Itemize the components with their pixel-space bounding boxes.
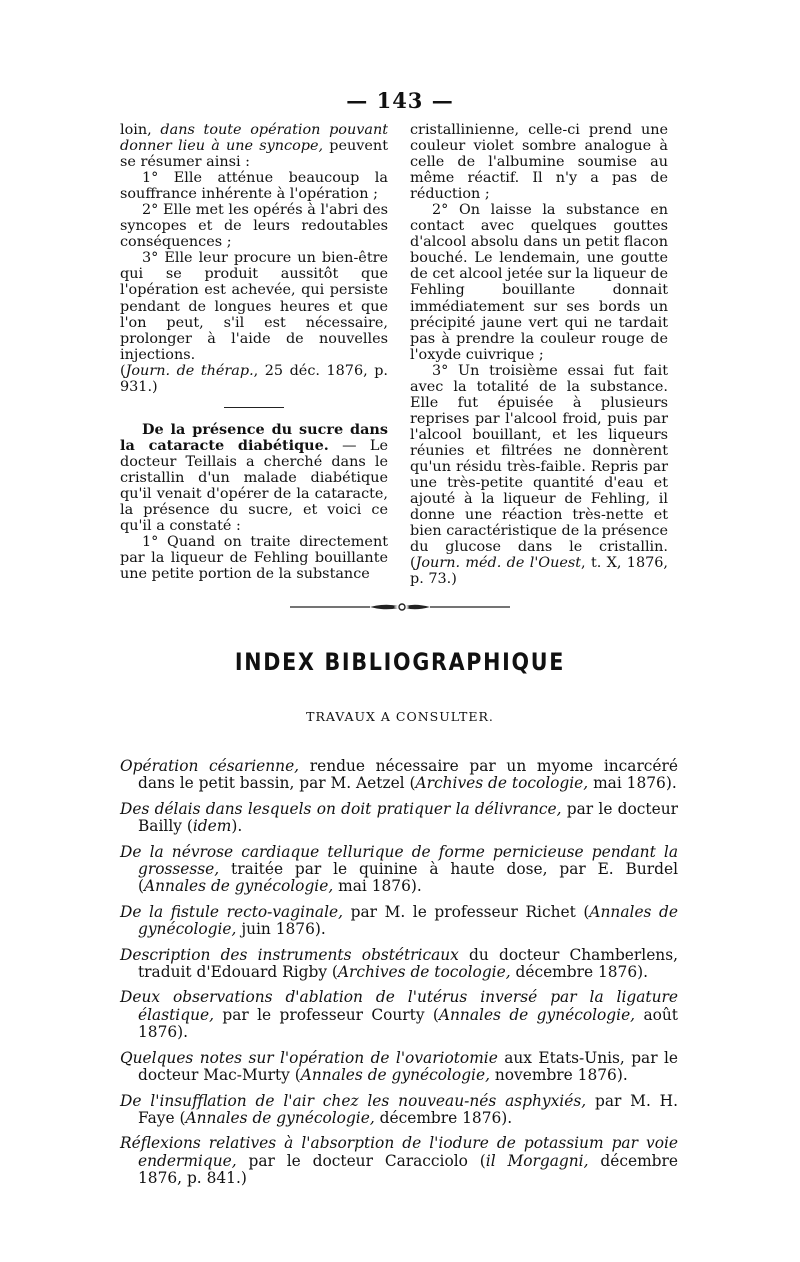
point-3: 3° Elle leur procure un bien-être qui se produit aussitôt que l'opération est achevée, qui persiste pendant de longues heures et que l'on peut, s'il est nécessaire, prolonger à l'aide de nouvelles injections. [120, 250, 388, 363]
right-paragraph-2: 2° On laisse la substance en contact avec quelques gouttes d'alcool absolu dans un petit flacon bouché. Le lendemain, une goutte de cet alcool jetée sur la liqueur de Fehling bouillante donnait immédiatement sur ses bords un précipité jaune vert qui ne tardait pas à prendre la couleur rouge de l'oxyde cuivrique ; [410, 202, 668, 363]
intro-paragraph [120, 122, 388, 170]
italic-run: De la névrose cardiaque tellurique de forme pernicieuse pendant la grossesse, [120, 842, 678, 879]
right-paragraph-3 [410, 363, 668, 588]
article-paragraph [120, 422, 388, 534]
text-run: août 1876). [138, 1005, 678, 1042]
right-column [410, 122, 668, 587]
italic-run: Quelques notes sur l'opération de l'ovariotomie [120, 1048, 498, 1067]
italic-run: Annales de gynécologie, [144, 877, 334, 896]
text-run: par le docteur Bailly ( [138, 799, 678, 836]
point-2: 2° Elle met les opérés à l'abri des syncopes et de leurs redoutables conséquences ; [120, 202, 388, 251]
italic-run: Annales de gynécologie, [300, 1066, 490, 1085]
italic-run: Annales de gynécologie, [438, 1005, 636, 1024]
text-run: par M. H. Faye ( [138, 1091, 678, 1127]
text-run: du docteur Chamberlens, traduit d'Edouard Rigby ( [138, 945, 678, 982]
text-run: par M. le professeur Richet ( [343, 902, 590, 921]
italic-run: Réflexions relatives à l'absorption de l'iodure de potassium par voie endermique, [120, 1134, 678, 1170]
separator-rule [224, 407, 284, 408]
text-run: décembre 1876, p. 841.) [138, 1151, 678, 1188]
italic-run: idem [192, 817, 232, 836]
italic-run: Archives de tocologie, [415, 774, 589, 793]
article-title: De la présence du sucre dans la cataracte diabétique. [120, 420, 388, 454]
text-run: mai 1876). [588, 774, 677, 793]
text-run: juin 1876). [236, 920, 326, 939]
italic-run: De l'insufflation de l'air chez les nouveau-nés asphyxiés, [120, 1091, 587, 1110]
bibliography-list [120, 758, 678, 1196]
text-run: loin, [120, 122, 161, 138]
bibliography-entry [120, 1093, 678, 1128]
text-run: décembre 1876). [510, 963, 649, 982]
bibliography-entry [120, 904, 678, 939]
text-run: par le professeur Courty ( [213, 1005, 439, 1024]
ornament-divider [290, 600, 510, 614]
italic-run: Journ. de thérap. [125, 362, 254, 379]
point-1: 1° Elle atténue beaucoup la souffrance inhérente à l'opération ; [120, 170, 388, 203]
text-run: novembre 1876). [489, 1066, 628, 1085]
index-title: INDEX BIBLIOGRAPHIQUE [234, 648, 566, 676]
bibliography-entry [120, 844, 678, 896]
italic-run: Annales de gynécologie, [185, 1108, 375, 1127]
article-text: — Le docteur Teillais a cherché dans le cristallin d'un malade diabétique qu'il venait d'opérer de la cataracte, la présence du sucre, et voici ce qu'il a constaté : [120, 437, 388, 535]
text-run: rendue nécessaire par un myome incarcéré dans le petit bassin, par M. Aetzel ( [138, 757, 679, 793]
right-paragraph-1: cristallinienne, celle-ci prend une couleur violet sombre analogue à celle de l'albumine soumise au même réactif. Il n'y a pas de réduction ; [410, 122, 668, 203]
italic-run: Annales de gynécologie, [138, 902, 678, 939]
italic-run: Opération césarienne, [120, 757, 300, 775]
italic-run: Deux observations d'ablation de l'utérus inversé par la ligature élastique, [120, 988, 678, 1024]
bibliography-entry [120, 801, 678, 836]
italic-run: Archives de tocologie, [337, 963, 511, 982]
bibliography-entry [120, 1135, 678, 1187]
italic-run: Des délais dans lesquels on doit pratiquer la délivrance, [120, 799, 562, 818]
italic-run: dans toute opération pouvant donner lieu à une syncope, [120, 122, 388, 155]
italic-run: il Morgagni, [485, 1151, 589, 1170]
text-run: peuvent se résumer ainsi : [120, 138, 388, 171]
section-subtitle: TRAVAUX A CONSULTER. [306, 709, 494, 724]
text-run: , t. X, 1876, p. 73.) [410, 555, 668, 588]
text-run: par le docteur Caracciolo ( [236, 1151, 486, 1170]
bibliography-entry [120, 989, 678, 1041]
text-run: ). [231, 817, 243, 836]
bibliography-entry [120, 758, 678, 793]
text-run: traitée par le quinine à haute dose, par E. Burdel ( [138, 860, 678, 896]
left-column [120, 122, 388, 582]
text-run: , 25 déc. 1876, p. 931.) [120, 362, 388, 395]
bibliography-entry [120, 1050, 678, 1085]
bibliography-entry [120, 947, 678, 982]
text-run: décembre 1876). [374, 1108, 513, 1127]
page-number: — 143 — [346, 88, 454, 113]
citation [120, 363, 388, 395]
text-run: mai 1876). [333, 877, 422, 896]
italic-run: De la fistule recto-vaginale, [120, 902, 343, 921]
italic-run: Journ. méd. de l'Ouest [415, 555, 582, 572]
text-run: aux Etats-Unis, par le docteur Mac-Murty ( [138, 1048, 678, 1085]
italic-run: Description des instruments obstétricaux [120, 945, 459, 964]
text-run: ( [120, 362, 126, 379]
article-point-1: 1° Quand on traite directement par la liqueur de Fehling bouillante une petite portion de la substance [120, 534, 388, 583]
text-run: 3° Un troisième essai fut fait avec la totalité de la substance. Elle fut épuisée à plusieurs reprises par l'alcool froid, puis par l'alcool bouillant, et les liqueurs réunies et filtrées ne donnèrent qu'un résidu très-faible. Repris par une très-petite quantité d'eau et ajouté à la liqueur de Fehling, il donne une réaction très-nette et bien caractéristique de la présence du glucose dans le cristallin. ( [410, 362, 668, 572]
